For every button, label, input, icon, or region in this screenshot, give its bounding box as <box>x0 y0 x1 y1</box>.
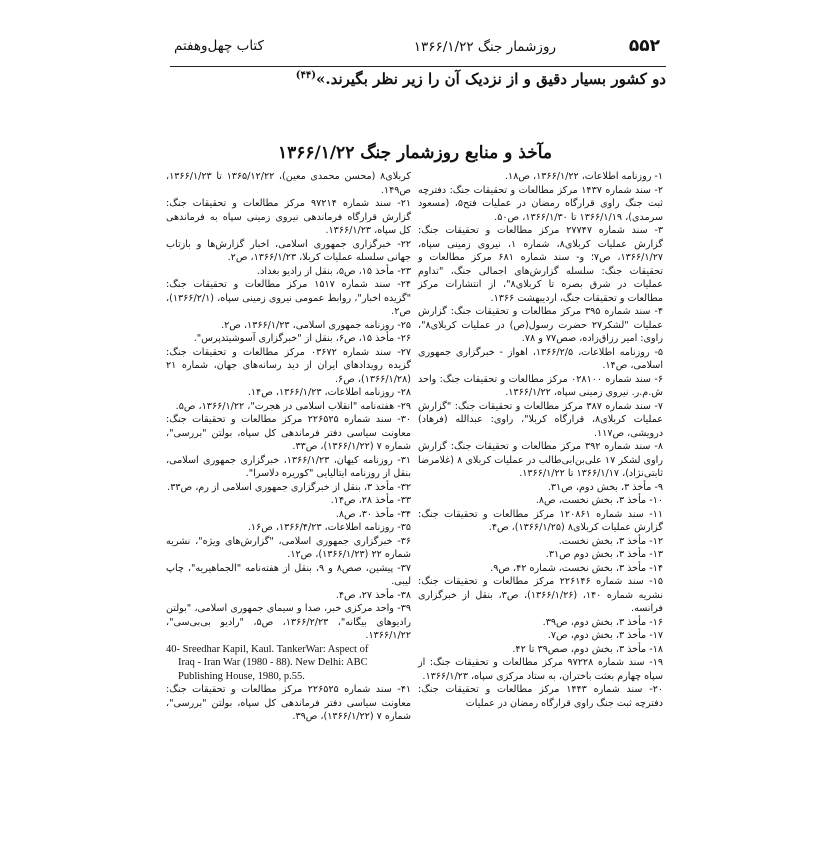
reference-note: ۴- سند شماره ۳۹۵ مرکز مطالعات و تحقیقات جنگ: گزارش عملیات "لشکر۲۷ حضرت رسول(ص) در عملیات کربلای۸"، راوی: امیر رزاق‌زاده، صص۷۷ و ۷۸. <box>418 306 663 344</box>
reference-note: ۱- روزنامه اطلاعات، ۱۳۶۶/۱/۲۲، ص۱۸. <box>504 171 663 182</box>
reference-note: ۳- سند شماره ۲۷۷۴۷ مرکز مطالعات و تحقیقات جنگ: گزارش عملیات کربلای۸، شماره ۱، نیروی زمینی سپاه، ۱۳۶۶/۱/۲۷، ص۷؛ و- سند شماره ۶۸۱ مرکز مطالعات و تحقیقات جنگ: سلسله گزارش‌های اجمالی جنگ، "تداوم عملیات در شرق بصره تا کربلای۸"، از انتشارات مرکز مطالعات و تحقیقات جنگ، اردیبهشت ۱۳۶۶. <box>418 225 664 304</box>
right-column <box>418 170 663 710</box>
intro-text: دو کشور بسیار دقیق و از نزدیک آن را زیر نظر بگیرند.» <box>315 70 666 88</box>
reference-note: ۳۸- مأخذ ۲۷، ص۴. <box>335 589 411 601</box>
reference-note: ۴۱- سند شماره ۲۲۶۵۲۵ مرکز مطالعات و تحقیقات جنگ: معاونت سیاسی دفتر فرماندهی کل سپاه، بولتن "بررسی"، شماره ۷ (۱۳۶۶/۱/۲۲)، ص۳۹. <box>166 684 411 722</box>
running-title: روزشمار جنگ ۱۳۶۶/۱/۲۲ <box>413 39 556 55</box>
reference-note: ۳۷- پیشین، صص۸ و ۹، بنقل از هفته‌نامه "الجماهیریه"، چاپ لیبی. <box>166 562 411 587</box>
reference-note: ۳۶- خبرگزاری جمهوری اسلامی، "گزارش‌های ویژه"، نشریه شماره ۲۲ (۱۳۶۶/۱/۲۳)، ص۱۲. <box>166 535 411 560</box>
reference-note: ۲۶- مأخذ ۱۵، ص۶، بنقل از "خبرگزاری آسوشیتدپرس". <box>193 333 411 344</box>
intro-ref: (۴۴) <box>295 70 316 81</box>
reference-note: ۶- سند شماره ۰۲۸۱۰۰ مرکز مطالعات و تحقیقات جنگ: واحد ش.م.ر. نیروی زمینی سپاه، ۱۳۶۶/۱/۲۲. <box>418 373 663 398</box>
reference-note: ۲۴- سند شماره ۱۵۱۷ مرکز مطالعات و تحقیقات جنگ: "گزیده اخبار"، روابط عمومی نیروی زمینی سپاه، (۱۳۶۶/۲/۱)، ص۲. <box>166 279 411 317</box>
reference-note: ۱۰- مأخذ ۳، بخش نخست، ص۸. <box>535 495 663 506</box>
reference-note: ۲۱- سند شماره ۹۷۲۱۴ مرکز مطالعات و تحقیقات جنگ: گزارش قرارگاه فرماندهی نیروی زمینی سپاه به فرماندهی کل سپاه، ۱۳۶۶/۱/۲۳. <box>166 198 411 236</box>
reference-note: ۲۵- روزنامه جمهوری اسلامی، ۱۳۶۶/۱/۲۳، ص۲. <box>221 319 411 331</box>
reference-note: ۱۸- مأخذ ۳، بخش دوم، صص۳۹ تا ۴۲. <box>512 643 663 655</box>
reference-note: ۲۲- خبرگزاری جمهوری اسلامی، اخبار گزارش‌ها و بازتاب جهانی سلسله عملیات کربلا، ۱۳۶۶/۱/۲۳، ص۲. <box>166 238 411 263</box>
reference-note-english <box>166 643 411 684</box>
left-column <box>166 170 411 724</box>
reference-note: ۳۱- روزنامه کیهان، ۱۳۶۶/۱/۲۳، خبرگزاری جمهوری اسلامی، بنقل از روزنامه ایتالیایی "کوریره دلاسرا". <box>166 454 411 479</box>
reference-note: ۳۳- مأخذ ۲۸، ص۱۴. <box>330 495 411 506</box>
reference-note: ۲۷- سند شماره ۰۳۶۷۲ مرکز مطالعات و تحقیقات جنگ: گزیده رویدادهای ایران از دید رسانه‌های جهان، شماره ۲۱ (۱۳۶۶/۱/۲۸)، ص۶. <box>166 346 411 385</box>
reference-note: ۳۰- سند شماره ۲۲۶۵۲۵ مرکز مطالعات و تحقیقات جنگ: معاونت سیاسی دفتر فرماندهی کل سپاه، بولتن "بررسی"، شماره ۷ (۱۳۶۶/۱/۲۲)، ص۳۳. <box>166 414 411 452</box>
intro-line <box>146 70 666 88</box>
reference-note: ۸- سند شماره ۳۹۲ مرکز مطالعات و تحقیقات جنگ: گزارش راوی لشکر ۱۷ علی‌بن‌ابی‌طالب در عملیات کربلای ۸ (غلامرضا ثابتی‌نژاد)، ۱۳۶۶/۱/۱۷ تا ۱۳۶۶/۱/۲۲. <box>418 441 663 479</box>
reference-note: ۳۹- واحد مرکزی خبر، صدا و سیمای جمهوری اسلامی، "بولتن رادیوهای بیگانه"، ۱۳۶۶/۲/۲۳، ص۵، "رادیو بی‌بی‌سی"، ۱۳۶۶/۱/۲۲. <box>166 603 411 641</box>
reference-note: ۲- سند شماره ۱۴۳۷ مرکز مطالعات و تحقیقات جنگ: دفترچه ثبت جنگ راوی قرارگاه رمضان در عملیات فتح۵، (مسعود سرمدی)، ۱۳۶۶/۱/۱۹ تا ۱۳۶۶/۱/۳۰، ص۵۰. <box>418 184 663 223</box>
reference-note: ۱۵- سند شماره ۲۲۶۱۴۶ مرکز مطالعات و تحقیقات جنگ: نشریه شماره ۱۴۰، (۱۳۶۶/۱/۲۶)، ص۳، بنقل از خبرگزاری فرانسه. <box>418 576 664 614</box>
reference-note: ۳۲- مأخذ ۳، بنقل از خبرگزاری جمهوری اسلامی از رم، ص۳۳. <box>167 481 411 493</box>
reference-note: ۲۳- مأخذ ۱۵، ص۵، بنقل از رادیو بغداد. <box>257 265 411 277</box>
reference-note: ۱۴- مأخذ ۳، بخش نخست، شماره ۴۲، ص۹. <box>490 562 663 574</box>
reference-note: ۱۱- سند شماره ۱۲۰۸۶۱ مرکز مطالعات و تحقیقات جنگ: گزارش عملیات کربلای۸ (۱۳۶۶/۱/۲۵)، ص۴. <box>418 508 663 533</box>
reference-note: ۱۶- مأخذ ۳، بخش دوم، ص۳۹. <box>542 616 663 628</box>
note-40-line3: Publishing House, 1980, p.55. <box>178 670 305 682</box>
reference-note: ۲۸- روزنامه اطلاعات، ۱۳۶۶/۱/۲۳، ص۱۴. <box>247 387 411 398</box>
reference-note: ۱۷- مأخذ ۳، بخش دوم، ص۷. <box>547 630 663 641</box>
page-header <box>170 32 666 67</box>
reference-note: کربلای۸ (محسن محمدی معین)، ۱۳۶۵/۱۲/۲۲ تا ۱۳۶۶/۱/۲۳، ص۱۴۹. <box>166 171 411 196</box>
reference-note: ۳۴- مأخذ ۳۰، ص۸. <box>335 508 411 520</box>
book-title: کتاب چهل‌وهفتم <box>174 38 264 54</box>
reference-note: ۲۹- هفته‌نامه "انقلاب اسلامی در هجرت"، ۱۳۶۶/۱/۲۲، ص۵. <box>175 400 411 412</box>
reference-note: ۱۹- سند شماره ۹۷۲۲۸ مرکز مطالعات و تحقیقات جنگ: از سپاه چهارم بعثت باختران، به ستاد مرکزی سپاه، ۱۳۶۶/۱/۲۳. <box>418 657 663 682</box>
reference-note: ۹- مأخذ ۳، بخش دوم، ص۳۱. <box>547 481 663 493</box>
reference-note: ۱۳- مأخذ ۳، بخش دوم ص۳۱. <box>545 549 663 560</box>
note-40-line2: Iraq - Iran War (1980 - 88). New Delhi: ABC <box>178 657 368 668</box>
reference-note: ۵- روزنامه اطلاعات، ۱۳۶۶/۲/۵، اهواز - خبرگزاری جمهوری اسلامی، ص۱۴. <box>418 346 664 371</box>
reference-note: ۱۲- مأخذ ۳، بخش نخست. <box>558 535 663 547</box>
reference-note: ۳۵- روزنامه اطلاعات، ۱۳۶۶/۴/۲۳، ص۱۶. <box>247 522 411 533</box>
reference-note: ۷- سند شماره ۳۸۷ مرکز مطالعات و تحقیقات جنگ: "گزارش عملیات کربلای۸، قرارگاه کربلا"، راوی: عبدالله (فرهاد) درویشی، ص۱۱۷. <box>418 400 663 439</box>
reference-note: ۲۰- سند شماره ۱۴۴۳ مرکز مطالعات و تحقیقات جنگ: دفترچه ثبت جنگ راوی قرارگاه رمضان در عملیات <box>418 684 663 709</box>
page-number: ۵۵۲ <box>628 36 660 56</box>
note-40-line1: 40- Sreedhar Kapil, Kaul. TankerWar: Aspect of <box>166 643 369 655</box>
section-title: مآخذ و منابع روزشمار جنگ ۱۳۶۶/۱/۲۲ <box>277 143 552 163</box>
